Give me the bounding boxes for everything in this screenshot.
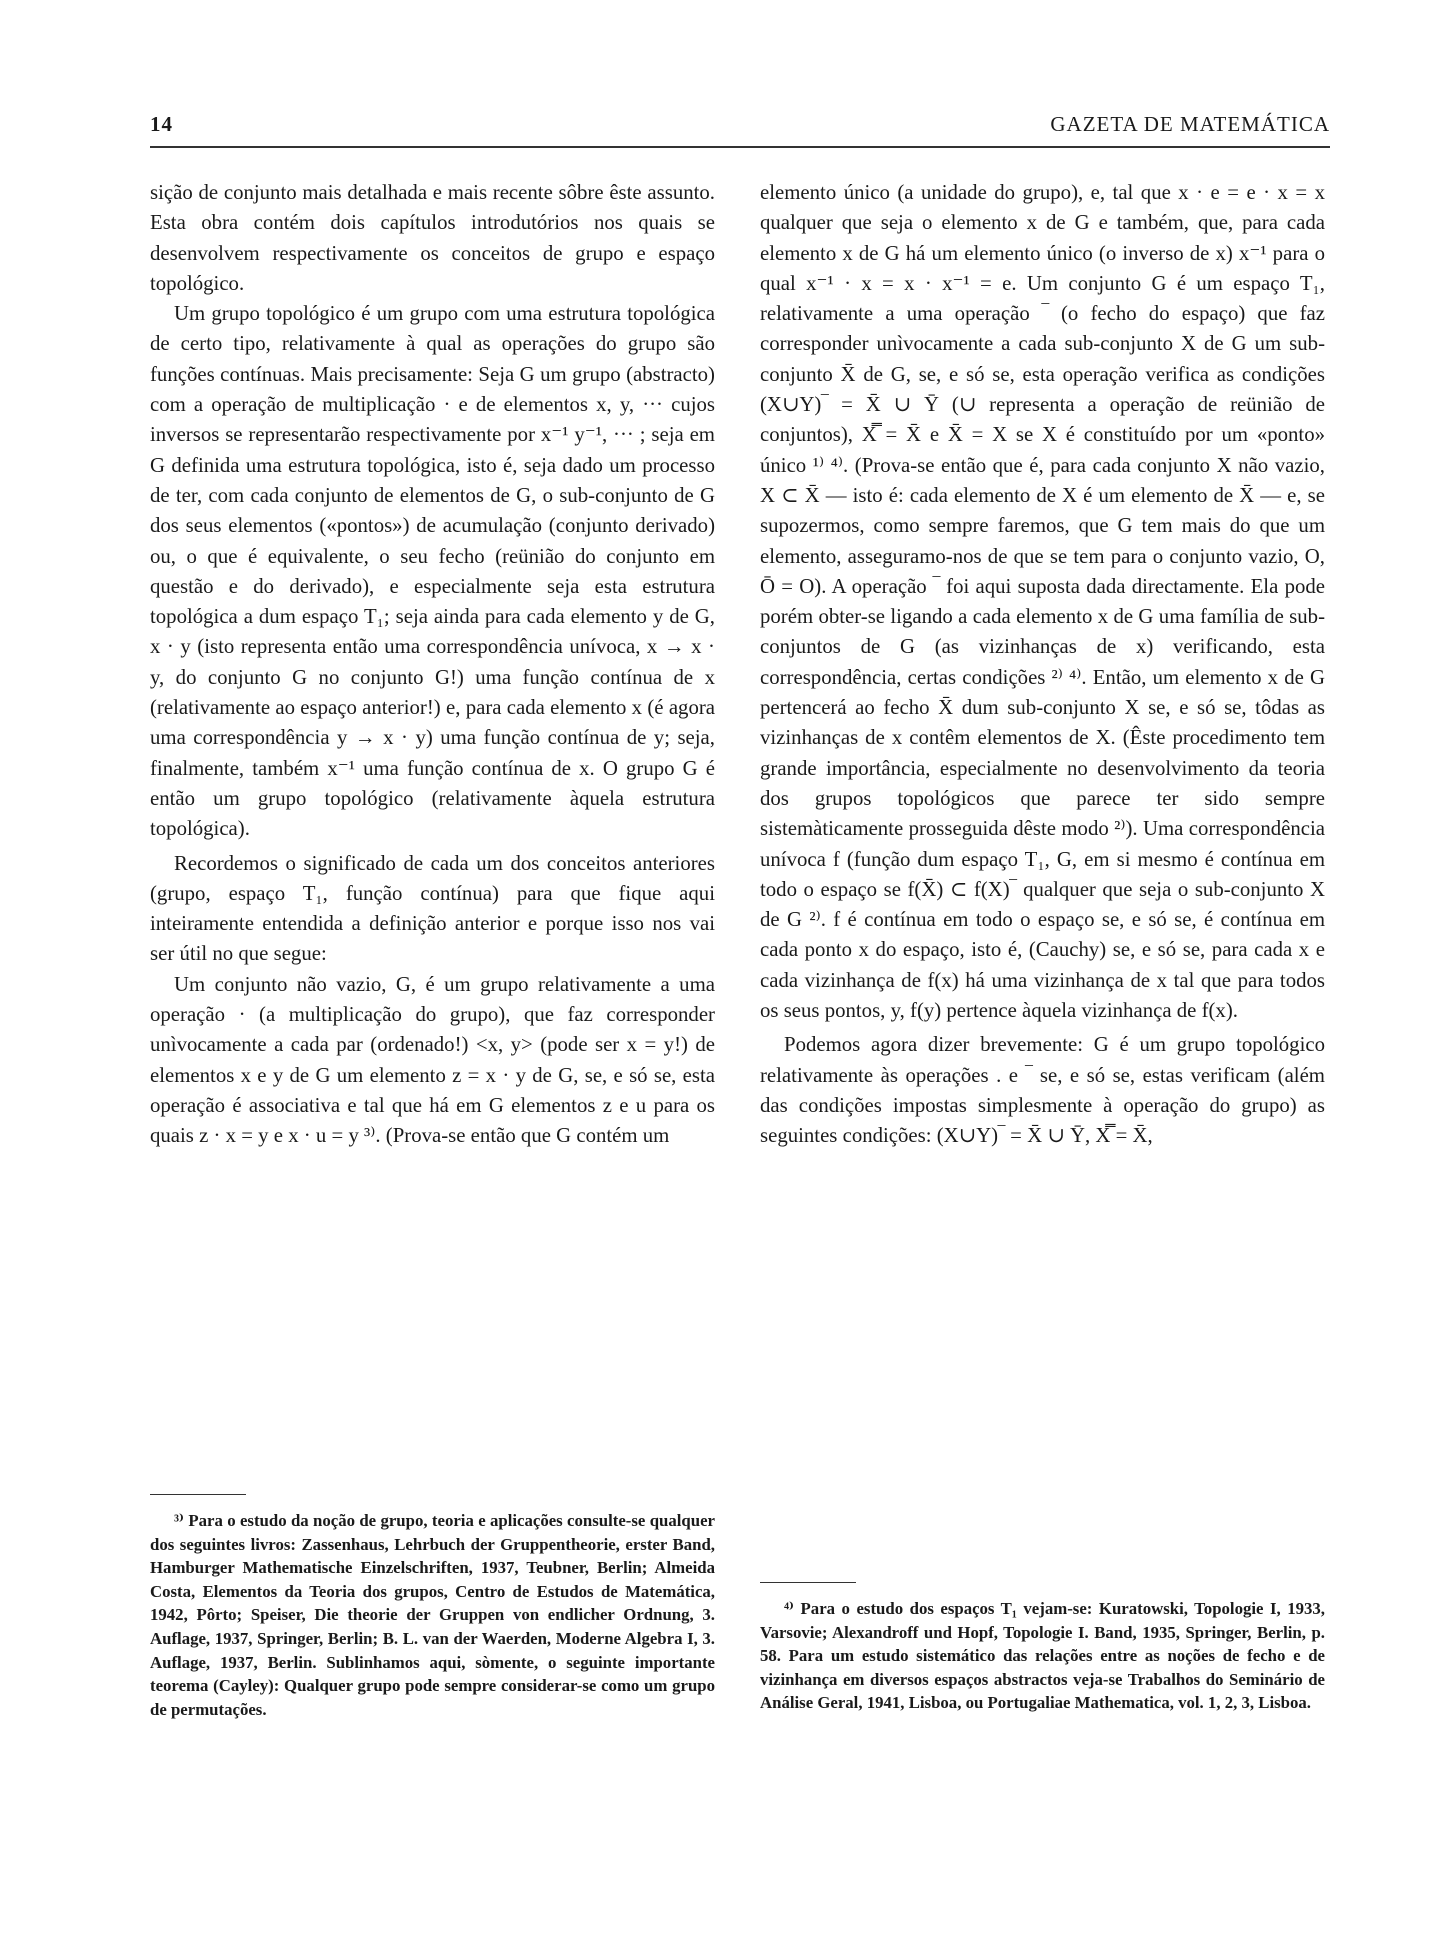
page-header <box>150 110 1330 148</box>
footnote: ³⁾ Para o estudo da noção de grupo, teoria e aplicações consulte-se qualquer dos seguintes livros: Zassenhaus, Lehrbuch der Gruppentheorie, erster Band, Hamburger Mathematische Einzelschriften, 1937, Teubner, Berlin; Almeida Costa, Elementos da Teoria dos grupos, Centro de Estudos de Matemática, 1942, Pôrto; Speiser, Die theorie der Gruppen von endlicher Ordnung, 3. Auflage, 1937, Springer, Berlin; B. L. van der Waerden, Moderne Algebra I, 3. Auflage, 1937, Berlin. Sublinhamos aqui, sòmente, o seguinte importante teorema (Cayley): Qualquer grupo pode sempre considerar-se como um grupo de permutações. <box>150 1511 715 1719</box>
paragraph: elemento único (a unidade do grupo), e, tal que x · e = e · x = x qualquer que seja o elemento x de G e também, que, para cada elemento x de G há um elemento único (o inverso de x) x⁻¹ para o qual x⁻¹ · x = x · x⁻¹ = e. Um conjunto G é um espaço T₁, relativamente a uma operação ‾ (o fecho do espaço) que faz corresponder unìvocamente a cada sub-conjunto X de G um sub-conjunto X̄ de G, se, e só se, esta operação verifica as condições (X∪Y)‾ = X̄ ∪ Ȳ (∪ representa a operação de reünião de conjuntos), X̿ = X̄ e X̄ = X se X é constituído por um «ponto» único ¹⁾ ⁴⁾. (Prova-se então que é, para cada conjunto X não vazio, X ⊂ X̄ — isto é: cada elemento de X é um elemento de X̄ — e, se supozermos, como sempre faremos, que G tem mais do que um elemento, asseguramo-nos de que se tem para o conjunto vazio, O, Ō = O). A operação ‾ foi aqui suposta dada directamente. Ela pode porém obter-se ligando a cada elemento x de G uma família de sub-conjuntos de G (as vizinhanças de x) verificando, esta correspondência, certas condições ²⁾ ⁴⁾. Então, um elemento x de G pertencerá ao fecho X̄ dum sub-conjunto X se, e só se, tôdas as vizinhanças de x contêm elementos de X. (Êste procedimento tem grande importância, especialmente no desenvolvimento da teoria dos grupos topológicos que parece ter sido sempre sistemàticamente prosseguida dêste modo ²⁾). Uma correspondência unívoca f (função dum espaço T₁, G, em si mesmo é contínua em todo o espaço se f(X̄) ⊂ f(X)‾ qualquer que seja o sub-conjunto X de G ²⁾. f é contínua em todo o espaço se, e só se, é contínua em cada ponto x do espaço, isto é, (Cauchy) se, e só se, para cada x e cada vizinhança de f(x) há uma vizinhança de x tal que para todos os seus pontos, y, f(y) pertence àquela vizinhança de f(x). <box>760 181 1325 1023</box>
paragraph: sição de conjunto mais detalhada e mais recente sôbre êste assunto. Esta obra contém dois capítulos introdutórios nos quais se desenvolvem respectivamente os conceitos de grupo e espaço topológico. <box>150 181 715 295</box>
paragraph: Recordemos o significado de cada um dos conceitos anteriores (grupo, espaço T₁, função contínua) para que fique aqui inteiramente entendida a definição anterior e porque isso nos vai ser útil no que segue: <box>150 851 715 966</box>
paragraph: Um grupo topológico é um grupo com uma estrutura topológica de certo tipo, relativamente à qual as operações do grupo são funções contínuas. Mais precisamente: Seja G um grupo (abstracto) com a operação de multiplicação · e de elementos x, y, ··· cujos inversos se representarão respectivamente por x⁻¹ y⁻¹, ··· ; seja em G definida uma estrutura topológica, isto é, seja dado um processo de ter, com cada conjunto de elementos de G, o sub-conjunto de G dos seus elementos («pontos») de acumulação (conjunto derivado) ou, o que é equivalente, o seu fecho (reünião do conjunto em questão e do derivado), e especialmente seja esta estrutura topológica a dum espaço T₁; seja ainda para cada elemento y de G, x · y (isto representa então uma correspondência unívoca, x → x · y, do conjunto G no conjunto G!) uma função contínua de x (relativamente ao espaço anterior!) e, para cada elemento x (é agora uma correspondência y → x · y) uma função contínua de y; seja, finalmente, também x⁻¹ uma função contínua de x. O grupo G é então um grupo topológico (relativamente àquela estrutura topológica). <box>150 302 715 841</box>
journal-title: GAZETA DE MATEMÁTICA <box>1050 112 1330 136</box>
page-number: 14 <box>150 112 173 136</box>
right-column <box>760 178 1325 1152</box>
footnotes-right <box>760 1582 1325 1715</box>
footnote: ⁴⁾ Para o estudo dos espaços T₁ vejam-se: Kuratowski, Topologie I, 1933, Varsovie; Alexandroff und Hopf, Topologie I. Band, 1935, Springer, Berlin, p. 58. Para um estudo sistemático das relações entre as noções de fecho e de vizinhança em diversos espaços abstractos veja-se Trabalhos do Seminário de Análise Geral, 1941, Lisboa, ou Portugaliae Mathematica, vol. 1, 2, 3, Lisboa. <box>760 1599 1325 1713</box>
paragraph: Um conjunto não vazio, G, é um grupo relativamente a uma operação · (a multiplicação do grupo), que faz corresponder unìvocamente a cada par (ordenado!) <x, y> (pode ser x = y!) de elementos x e y de G um elemento z = x · y de G, se, e só se, esta operação é associativa e tal que há em G elementos z e u para os quais z · x = y e x · u = y ³⁾. (Prova-se então que G contém um <box>150 972 715 1148</box>
left-column <box>150 178 715 1152</box>
footnotes-left <box>150 1494 715 1721</box>
paragraph: Podemos agora dizer brevemente: G é um grupo topológico relativamente às operações . e ‾ se, e só se, estas verificam (além das condições impostas simplesmente à operação do grupo) as seguintes condições: (X∪Y)‾ = X̄ ∪ Ȳ, X̿ = X̄, <box>760 1033 1325 1148</box>
